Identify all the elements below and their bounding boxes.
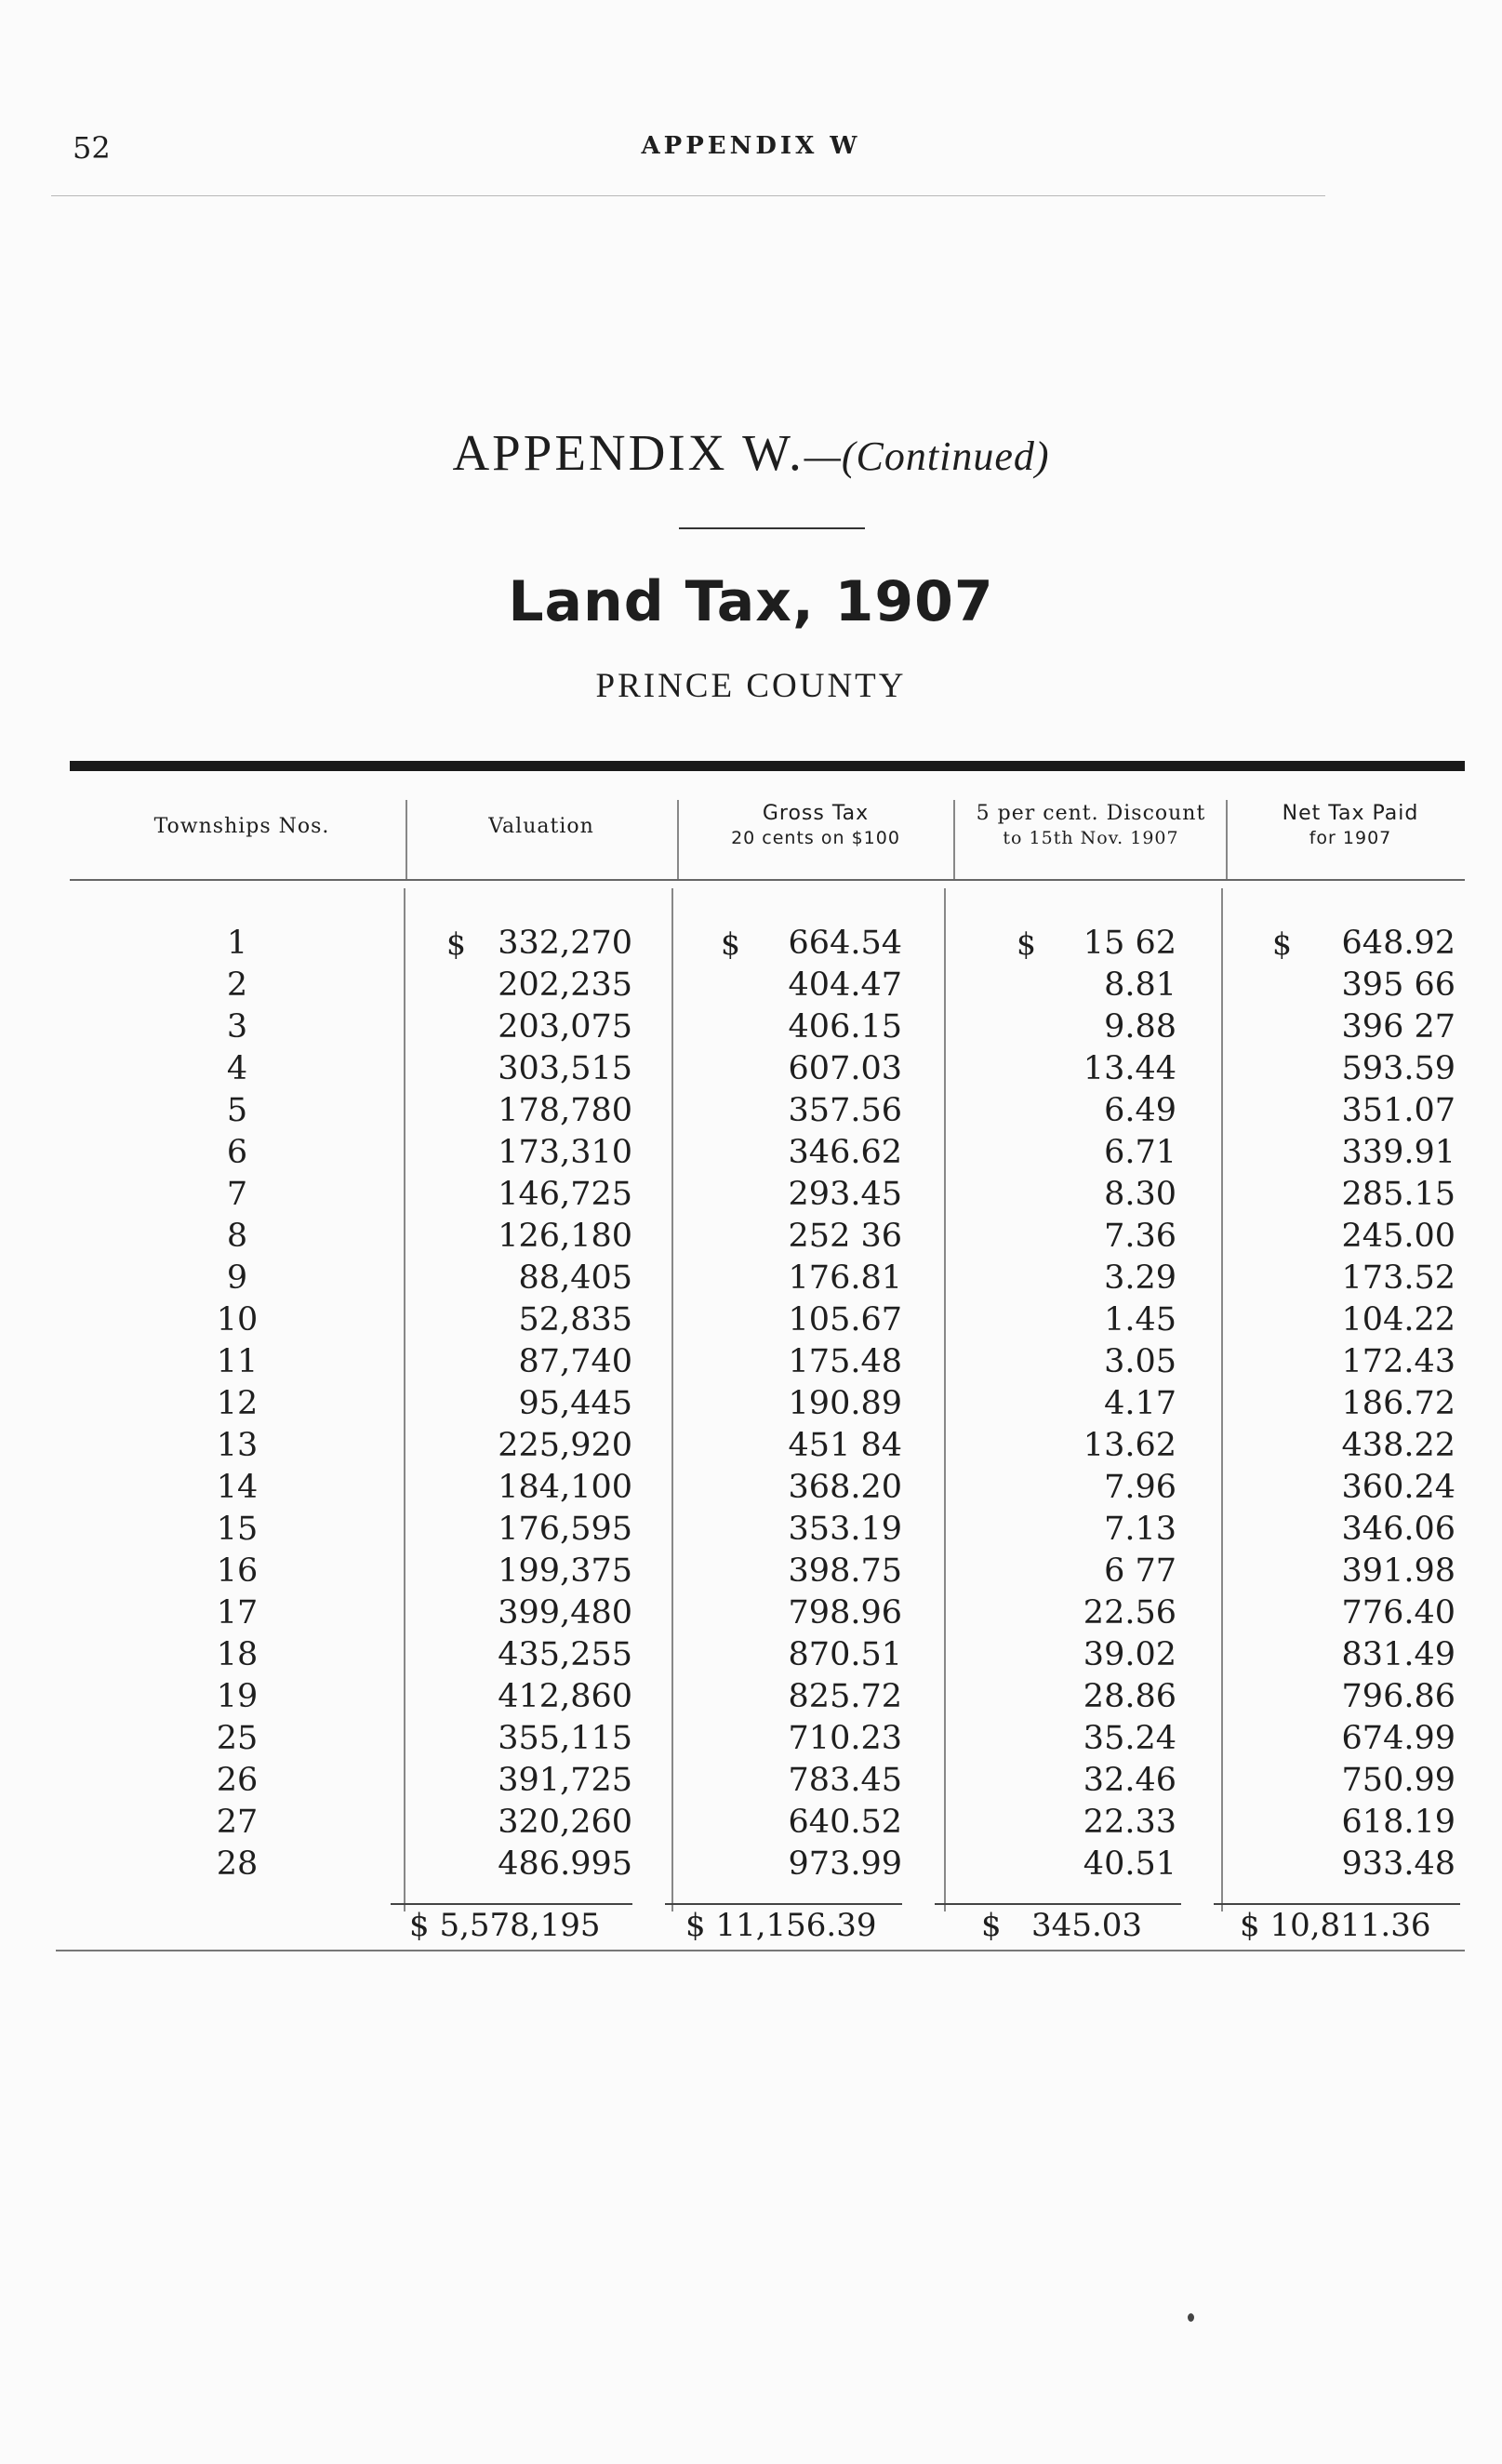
discount-cell: 6 77 — [1104, 1552, 1176, 1590]
township-cell: 3 — [226, 1008, 248, 1046]
gross-tax-cell: 346.62 — [788, 1134, 902, 1171]
township-cell: 9 — [226, 1259, 248, 1297]
discount-line-1: 5 per cent. Discount — [976, 802, 1206, 825]
gross-tax-cell: 825.72 — [788, 1678, 902, 1715]
table-row — [0, 923, 1502, 965]
table-row — [0, 1425, 1502, 1467]
column-divider — [405, 800, 407, 879]
net-tax-cell: 750.99 — [1341, 1762, 1455, 1799]
valuation-cell: 88,405 — [518, 1259, 632, 1297]
gross-tax-cell: 398.75 — [788, 1552, 902, 1590]
valuation-cell: 225,920 — [498, 1427, 632, 1464]
table-row — [0, 1551, 1502, 1592]
discount-cell: 9.88 — [1104, 1008, 1176, 1046]
gross-tax-cell: 252 36 — [788, 1218, 902, 1255]
valuation-cell: 332,270 — [498, 925, 632, 962]
column-divider — [953, 800, 955, 879]
discount-cell: 1.45 — [1104, 1301, 1176, 1339]
gross-tax-cell: 798.96 — [788, 1594, 902, 1632]
gross-tax-cell: 353.19 — [788, 1511, 902, 1548]
gross-tax-line-2: 20 cents on $100 — [731, 828, 900, 848]
valuation-cell: 199,375 — [498, 1552, 632, 1590]
discount-cell: 28.86 — [1083, 1678, 1176, 1715]
gross-tax-cell: 190.89 — [788, 1385, 902, 1422]
discount-cell: 7.13 — [1104, 1511, 1176, 1548]
table-row — [0, 1090, 1502, 1132]
discount-cell: 7.96 — [1104, 1469, 1176, 1506]
total-rule-discount — [935, 1903, 1181, 1905]
table-row — [0, 1174, 1502, 1216]
valuation-cell: 435,255 — [498, 1636, 632, 1673]
township-cell: 25 — [216, 1720, 259, 1757]
total-discount: $ 345.03 — [981, 1907, 1143, 1944]
net-tax-cell: 395 66 — [1341, 966, 1455, 1004]
running-head: APPENDIX W — [641, 132, 861, 160]
column-header-discount — [956, 802, 1226, 850]
valuation-cell: 173,310 — [498, 1134, 632, 1171]
net-tax-cell: 173.52 — [1341, 1259, 1455, 1297]
valuation-cell: 52,835 — [518, 1301, 632, 1339]
table-row — [0, 1509, 1502, 1551]
page-title: Land Tax, 1907 — [508, 569, 994, 634]
discount-cell: 22.56 — [1083, 1594, 1176, 1632]
net-tax-cell: 245.00 — [1341, 1218, 1455, 1255]
net-tax-cell: 104.22 — [1341, 1301, 1455, 1339]
discount-line-2: to 15th Nov. 1907 — [1003, 828, 1179, 848]
column-header-gross-tax — [681, 802, 950, 850]
net-tax-cell: 438.22 — [1341, 1427, 1455, 1464]
dollar-sign: $ — [721, 926, 740, 962]
township-cell: 17 — [216, 1594, 259, 1632]
township-cell: 1 — [226, 925, 248, 962]
header-rule — [51, 195, 1325, 196]
gross-tax-cell: 664.54 — [788, 925, 902, 962]
township-cell: 5 — [226, 1092, 248, 1129]
column-header-townships: Townships Nos. — [153, 815, 330, 838]
township-cell: 11 — [216, 1343, 259, 1380]
net-tax-cell: 339.91 — [1341, 1134, 1455, 1171]
table-row — [0, 1299, 1502, 1341]
discount-cell: 35.24 — [1083, 1720, 1176, 1757]
gross-tax-cell: 640.52 — [788, 1804, 902, 1841]
gross-tax-cell: 406.15 — [788, 1008, 902, 1046]
discount-cell: 32.46 — [1083, 1762, 1176, 1799]
valuation-cell: 412,860 — [498, 1678, 632, 1715]
table-row — [0, 1802, 1502, 1844]
township-cell: 26 — [216, 1762, 259, 1799]
table-row — [0, 965, 1502, 1006]
header-bottom-rule — [70, 879, 1465, 881]
township-cell: 4 — [226, 1050, 248, 1087]
column-header-valuation: Valuation — [488, 815, 594, 838]
appendix-title — [0, 423, 1502, 482]
gross-tax-cell: 451 84 — [788, 1427, 902, 1464]
valuation-cell: 184,100 — [498, 1469, 632, 1506]
net-tax-line-2: for 1907 — [1309, 828, 1392, 848]
discount-cell: 7.36 — [1104, 1218, 1176, 1255]
valuation-cell: 303,515 — [498, 1050, 632, 1087]
gross-tax-cell: 870.51 — [788, 1636, 902, 1673]
net-tax-cell: 186.72 — [1341, 1385, 1455, 1422]
valuation-cell: 176,595 — [498, 1511, 632, 1548]
gross-tax-cell: 404.47 — [788, 966, 902, 1004]
gross-tax-cell: 368.20 — [788, 1469, 902, 1506]
valuation-cell: 203,075 — [498, 1008, 632, 1046]
township-cell: 12 — [216, 1385, 259, 1422]
valuation-cell: 355,115 — [498, 1720, 632, 1757]
column-divider — [677, 800, 679, 879]
net-tax-cell: 674.99 — [1341, 1720, 1455, 1757]
gross-tax-cell: 293.45 — [788, 1176, 902, 1213]
valuation-cell: 202,235 — [498, 966, 632, 1004]
discount-cell: 22.33 — [1083, 1804, 1176, 1841]
township-cell: 2 — [226, 966, 248, 1004]
total-rule-net — [1214, 1903, 1460, 1905]
discount-cell: 15 62 — [1083, 925, 1176, 962]
table-row — [0, 1676, 1502, 1718]
table-bottom-rule — [56, 1950, 1465, 1951]
net-tax-cell: 618.19 — [1341, 1804, 1455, 1841]
total-gross-tax: $ 11,156.39 — [685, 1907, 877, 1944]
table-row — [0, 1006, 1502, 1048]
net-tax-cell: 172.43 — [1341, 1343, 1455, 1380]
net-tax-cell: 285.15 — [1341, 1176, 1455, 1213]
valuation-cell: 178,780 — [498, 1092, 632, 1129]
discount-cell: 13.44 — [1083, 1050, 1176, 1087]
discount-cell: 6.49 — [1104, 1092, 1176, 1129]
table-row — [0, 1132, 1502, 1174]
township-cell: 18 — [216, 1636, 259, 1673]
net-tax-cell: 396 27 — [1341, 1008, 1455, 1046]
township-cell: 10 — [216, 1301, 259, 1339]
total-valuation: $ 5,578,195 — [409, 1907, 601, 1944]
column-header-net-tax — [1230, 802, 1471, 850]
gross-tax-cell: 607.03 — [788, 1050, 902, 1087]
table-row — [0, 1592, 1502, 1634]
valuation-cell: 391,725 — [498, 1762, 632, 1799]
gross-tax-cell: 176.81 — [788, 1259, 902, 1297]
page-number: 52 — [73, 130, 111, 166]
discount-cell: 13.62 — [1083, 1427, 1176, 1464]
valuation-cell: 486.995 — [498, 1845, 632, 1883]
net-tax-cell: 593.59 — [1341, 1050, 1455, 1087]
valuation-cell: 399,480 — [498, 1594, 632, 1632]
table-row — [0, 1634, 1502, 1676]
net-tax-cell: 360.24 — [1341, 1469, 1455, 1506]
discount-cell: 3.05 — [1104, 1343, 1176, 1380]
column-divider — [1226, 800, 1228, 879]
township-cell: 8 — [226, 1218, 248, 1255]
township-cell: 28 — [216, 1845, 259, 1883]
table-row — [0, 1467, 1502, 1509]
gross-tax-cell: 175.48 — [788, 1343, 902, 1380]
table-row — [0, 1383, 1502, 1425]
print-speck — [1188, 2313, 1194, 2322]
table-row — [0, 1048, 1502, 1090]
total-rule-valuation — [391, 1903, 632, 1905]
net-tax-line-1: Net Tax Paid — [1282, 802, 1419, 825]
township-cell: 16 — [216, 1552, 259, 1590]
table-row — [0, 1341, 1502, 1383]
dollar-sign: $ — [1272, 926, 1292, 962]
table-row — [0, 1760, 1502, 1802]
gross-tax-cell: 783.45 — [788, 1762, 902, 1799]
discount-cell: 8.81 — [1104, 966, 1176, 1004]
valuation-cell: 87,740 — [518, 1343, 632, 1380]
township-cell: 19 — [216, 1678, 259, 1715]
gross-tax-cell: 710.23 — [788, 1720, 902, 1757]
discount-cell: 6.71 — [1104, 1134, 1176, 1171]
table-row — [0, 1718, 1502, 1760]
net-tax-cell: 351.07 — [1341, 1092, 1455, 1129]
township-cell: 15 — [216, 1511, 259, 1548]
gross-tax-cell: 357.56 — [788, 1092, 902, 1129]
discount-cell: 4.17 — [1104, 1385, 1176, 1422]
table-row — [0, 1258, 1502, 1299]
gross-tax-line-1: Gross Tax — [762, 802, 870, 825]
net-tax-cell: 776.40 — [1341, 1594, 1455, 1632]
gross-tax-cell: 973.99 — [788, 1845, 902, 1883]
discount-cell: 40.51 — [1083, 1845, 1176, 1883]
net-tax-cell: 648.92 — [1341, 925, 1455, 962]
table-top-rule — [70, 761, 1465, 771]
township-cell: 6 — [226, 1134, 248, 1171]
discount-cell: 3.29 — [1104, 1259, 1176, 1297]
table-row — [0, 1844, 1502, 1885]
net-tax-cell: 391.98 — [1341, 1552, 1455, 1590]
total-net-tax: $ 10,811.36 — [1240, 1907, 1431, 1944]
total-rule-gross — [665, 1903, 902, 1905]
discount-cell: 8.30 — [1104, 1176, 1176, 1213]
dollar-sign: $ — [1017, 926, 1036, 962]
table-row — [0, 1216, 1502, 1258]
net-tax-cell: 346.06 — [1341, 1511, 1455, 1548]
valuation-cell: 95,445 — [518, 1385, 632, 1422]
valuation-cell: 146,725 — [498, 1176, 632, 1213]
dollar-sign: $ — [446, 926, 466, 962]
appendix-label: APPENDIX W. — [452, 424, 804, 481]
township-cell: 13 — [216, 1427, 259, 1464]
valuation-cell: 320,260 — [498, 1804, 632, 1841]
valuation-cell: 126,180 — [498, 1218, 632, 1255]
township-cell: 14 — [216, 1469, 259, 1506]
net-tax-cell: 796.86 — [1341, 1678, 1455, 1715]
township-cell: 27 — [216, 1804, 259, 1841]
discount-cell: 39.02 — [1083, 1636, 1176, 1673]
continued-label: —(Continued) — [804, 433, 1050, 479]
township-cell: 7 — [226, 1176, 248, 1213]
title-divider — [679, 527, 865, 529]
gross-tax-cell: 105.67 — [788, 1301, 902, 1339]
net-tax-cell: 933.48 — [1341, 1845, 1455, 1883]
county-subtitle: PRINCE COUNTY — [595, 667, 907, 705]
net-tax-cell: 831.49 — [1341, 1636, 1455, 1673]
